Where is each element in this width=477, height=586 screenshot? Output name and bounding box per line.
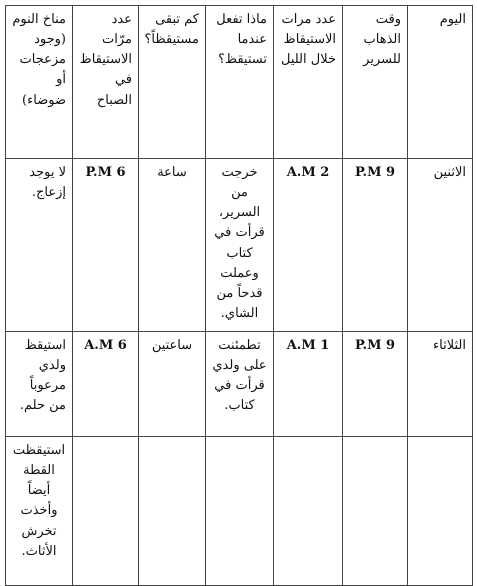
cell-morning-wake [73,159,139,332]
header-day: اليوم [408,6,473,159]
cell-morning-wake [73,437,139,586]
cell-action: خرجت من السرير، قرأت في كتاب وعملت قدحاً من الشاي. [206,159,274,332]
header-row [6,6,473,159]
header-environment: مناخ النوم (وجود مزعجات أو ضوضاء) [6,6,73,159]
cell-night-wakeups [274,437,343,586]
cell-night-wakeups-text: A.M 2 [286,165,330,180]
cell-morning-wake-text: P.M 6 [85,165,126,180]
cell-bedtime-text: P.M 9 [354,338,396,353]
cell-action: تطمئنت على ولدي قرأت في كتاب. [206,332,274,437]
header-bedtime: وقت الذهاب للسرير [343,6,408,159]
header-awake-duration: كم تبقى مستيقظاً؟ [139,6,206,159]
cell-bedtime [343,159,408,332]
cell-awake-duration [139,437,206,586]
cell-bedtime [343,437,408,586]
header-night-wakeups: عدد مرات الاستيقاظ خلال الليل [274,6,343,159]
sleep-diary-table [5,5,473,586]
cell-environment: استيقظ ولدي مرعوباً من حلم. [6,332,73,437]
cell-night-wakeups [274,159,343,332]
cell-environment: لا يوجد إزعاج. [6,159,73,332]
cell-awake-duration: ساعتين [139,332,206,437]
cell-bedtime [343,332,408,437]
cell-morning-wake [73,332,139,437]
table-row [6,437,473,586]
cell-bedtime-text: P.M 9 [354,165,396,180]
table-row [6,332,473,437]
header-action: ماذا تفعل عندما تستيقظ؟ [206,6,274,159]
cell-day: الاثنين [408,159,473,332]
cell-action [206,437,274,586]
cell-day: الثلاثاء [408,332,473,437]
header-morning-wake: عدد مرّات الاستيقاظ في الصباح [73,6,139,159]
cell-day [408,437,473,586]
table-row [6,159,473,332]
cell-night-wakeups [274,332,343,437]
cell-environment: استيقظت القطة أيضاً وأخذت تخرش الأثاث. [6,437,73,586]
cell-night-wakeups-text: A.M 1 [286,338,330,353]
cell-morning-wake-text: A.M 6 [84,338,127,353]
cell-awake-duration: ساعة [139,159,206,332]
